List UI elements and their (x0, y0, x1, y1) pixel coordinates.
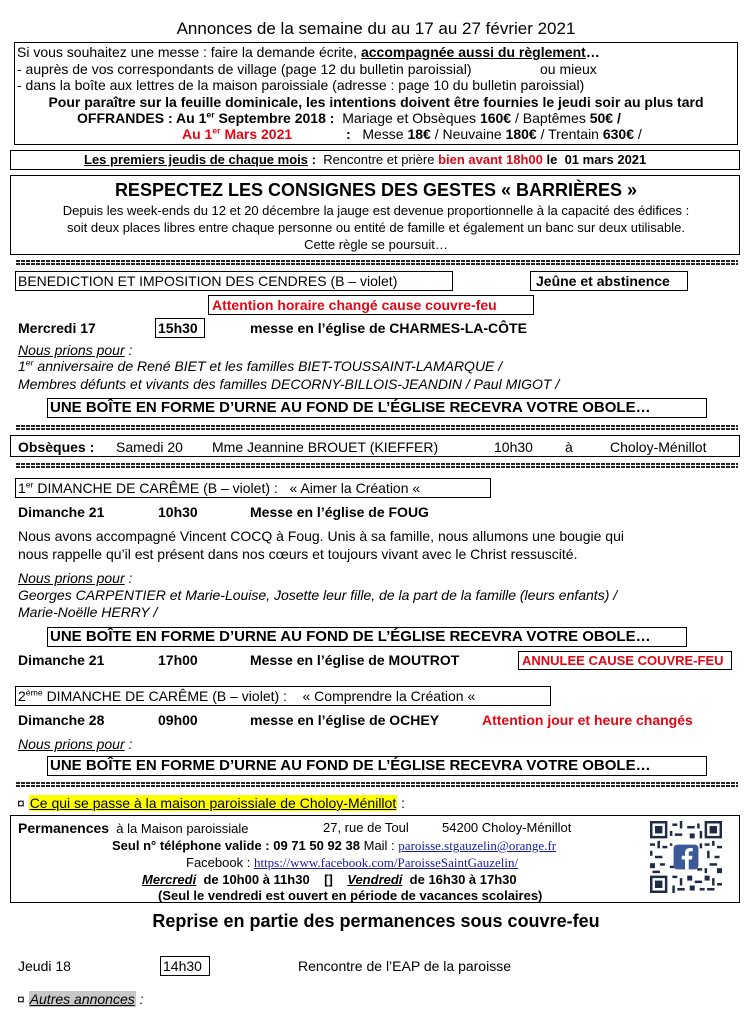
careme1-title (18, 480, 420, 496)
mail-link[interactable]: paroisse.stgauzelin@orange.fr (398, 838, 557, 853)
facebook-line (186, 855, 518, 871)
separator (16, 782, 738, 787)
request-line-1 (17, 44, 600, 60)
deadline-line: Pour paraître sur la feuille dominicale, les intentions doivent être fournies le jeudi soir au plus tard (48, 94, 704, 110)
price-neuvaine: 180€ (505, 126, 537, 142)
prions-colon: : (128, 342, 133, 358)
address: 27, rue de Toul (323, 820, 409, 835)
vacances-note: (Seul le vendredi est ouvert en période de vacances scolaires) (158, 888, 543, 903)
price-trentain-label: / Trentain (540, 126, 599, 142)
cendres-place: messe en l’église de CHARMES-LA-CÔTE (250, 320, 527, 336)
offrandes-mariage-price: 160€ (479, 110, 512, 126)
careme2-sup: ème (25, 687, 43, 698)
reprise-heading: Reprise en partie des permanences sous couvre-feu (152, 911, 600, 931)
facebook-link[interactable]: https://www.facebook.com/ParoisseSaintGauzelin/ (253, 855, 519, 870)
mercredi-label: Mercredi (142, 872, 197, 887)
prions-label (18, 342, 132, 358)
careme1-num: 1 (18, 480, 26, 496)
obseques-day: Samedi 20 (116, 439, 183, 455)
annulee-label: ANNULEE CAUSE COUVRE-FEU (522, 653, 724, 668)
jeudis-label: Les premiers jeudis de chaque mois (84, 152, 308, 167)
separator (16, 425, 738, 430)
obseques-place: Choloy-Ménillot (610, 439, 707, 455)
jeudis-line (84, 152, 646, 167)
offrandes-bapteme: / Baptêmes (515, 110, 586, 126)
vendredi-label: Vendredi (347, 872, 403, 887)
mercredi-hours: de 10h00 à 11h30 (203, 872, 310, 887)
jeudi-time: 14h30 (163, 958, 202, 974)
autres-heading (17, 991, 144, 1007)
careme2-text: DIMANCHE DE CARÊME (B – violet) : (46, 688, 287, 704)
cendres-day: Mercredi 17 (18, 320, 96, 336)
prions-text: Nous prions pour (18, 736, 125, 752)
consignes-line-3: Cette règle se poursuit… (304, 237, 448, 252)
page-title: Annonces de la semaine du au 17 au 27 février 2021 (176, 19, 576, 38)
request-text: Si vous souhaitez une messe : faire la demande écrite, (17, 44, 358, 60)
consignes-title: RESPECTEZ LES CONSIGNES DES GESTES « BARRIÈRES » (114, 180, 638, 200)
careme2-time: 09h00 (158, 712, 198, 728)
qr-code-icon (650, 821, 722, 893)
careme1-day: Dimanche 21 (18, 504, 105, 520)
hours-separator: [] (324, 872, 333, 887)
autres-colon: : (139, 991, 144, 1007)
separator (16, 260, 738, 265)
careme1-time: 10h30 (158, 504, 198, 520)
offrandes-bapteme-price: 50€ (589, 110, 614, 126)
permanences-text: à la Maison paroissiale (116, 821, 249, 836)
prions-label (18, 570, 132, 586)
jeudi-day: Jeudi 18 (18, 958, 71, 974)
offrandes-date: Septembre 2018 : (218, 110, 335, 126)
careme1-theme: « Aimer la Création « (289, 480, 421, 496)
jeudis-text: Rencontre et prière (323, 152, 435, 167)
jeune-label: Jeûne et abstinence (536, 273, 670, 289)
price-neuvaine-label: / Neuvaine (434, 126, 502, 142)
consignes-line-1: Depuis les week-ends du 12 et 20 décembre la jauge est devenue proportionnelle à la capacité des édifices : (62, 203, 690, 218)
moutrot-day: Dimanche 21 (18, 652, 105, 668)
int-sup: er (25, 357, 34, 368)
attention-horaire: Attention horaire changé cause couvre-feu (212, 297, 497, 313)
urne-notice: UNE BOÎTE EN FORME D’URNE AU FOND DE L’ÉGLISE RECEVRA VOTRE OBOLE… (50, 399, 651, 416)
careme1-sup: er (25, 479, 34, 490)
moutrot-time: 17h00 (158, 652, 198, 668)
jeudis-le: le (546, 152, 558, 167)
permanences-label: Permanences (18, 820, 110, 836)
request-line-2: - auprès de vos correspondants de village (page 12 du bulletin paroissial) (17, 61, 472, 77)
facebook-label: Facebook : (186, 855, 251, 870)
urne-notice: UNE BOÎTE EN FORME D’URNE AU FOND DE L’ÉGLISE RECEVRA VOTRE OBOLE… (50, 628, 651, 645)
maison-heading (17, 795, 405, 811)
phone: Seul n° téléphone valide : 09 71 50 92 38 (112, 838, 360, 853)
city: 54200 Choloy-Ménillot (442, 820, 572, 835)
request-payment: accompagnée aussi du règlement (360, 44, 586, 60)
intention-2: Marie-Noëlle HERRY / (18, 604, 158, 620)
urne-notice: UNE BOÎTE EN FORME D’URNE AU FOND DE L’ÉGLISE RECEVRA VOTRE OBOLE… (50, 757, 651, 774)
request-ellipsis: … (585, 44, 600, 60)
offrandes-sup: er (206, 109, 215, 120)
jeudis-colon: : (311, 152, 316, 167)
contact-line (112, 838, 556, 854)
jeudis-time: bien avant 18h00 (438, 152, 543, 167)
careme2-title (18, 688, 475, 704)
offrandes-mariage: Mariage et Obsèques (342, 110, 477, 126)
careme2-num: 2 (18, 688, 26, 704)
mail-label: Mail : (363, 838, 395, 853)
int-num: 1 (18, 358, 26, 374)
prions-text: Nous prions pour (18, 570, 125, 586)
mars-line (182, 126, 292, 142)
jeudi-text: Rencontre de l’EAP de la paroisse (298, 958, 511, 974)
careme1-place: Messe en l’église de FOUG (250, 504, 429, 520)
offrandes-slash: / (616, 110, 621, 126)
prions-text: Nous prions pour (18, 342, 125, 358)
jeudis-date: 01 mars 2021 (564, 152, 647, 167)
obseques-name: Mme Jeannine BROUET (KIEFFER) (212, 439, 439, 455)
consignes-line-2: soit deux places libres entre chaque personne ou entité de famille et également un banc sur deux utilisable. (67, 220, 685, 235)
obseques-time: 10h30 (494, 439, 533, 455)
mars-prices (346, 126, 642, 142)
price-messe-label: Messe (362, 126, 404, 142)
prions-colon: : (128, 736, 133, 752)
maison-title: Ce qui se passe à la maison paroissiale de Choloy-Ménillot (29, 795, 397, 811)
obseques-a: à (565, 439, 573, 455)
permanences-line (18, 820, 249, 836)
mars-sup: er (212, 125, 221, 136)
bullet: ¤ (17, 991, 25, 1007)
price-messe: 18€ (407, 126, 431, 142)
careme1-text: DIMANCHE DE CARÊME (B – violet) : (37, 480, 278, 496)
careme2-place: messe en l’église de OCHEY (250, 712, 440, 728)
prions-label (18, 736, 132, 752)
prions-colon: : (128, 570, 133, 586)
intention-1 (18, 358, 502, 374)
cendres-time: 15h30 (158, 320, 198, 336)
careme2-theme: « Comprendre la Création « (302, 688, 476, 704)
vendredi-hours: de 16h30 à 17h30 (409, 872, 517, 887)
careme2-attention: Attention jour et heure changés (482, 712, 693, 728)
price-trentain: 630€ (602, 126, 635, 142)
mars-colon: : (346, 126, 351, 142)
request-line-3: - dans la boîte aux lettres de la maison paroissiale (adresse : page 10 du bulletin paroissial) (17, 77, 585, 93)
hours-line (142, 872, 517, 887)
careme1-text-2: nous rappelle qu’il est présent dans nos cœurs et toujours vivant avec le Christ ressuscité. (18, 546, 578, 562)
int-text: anniversaire de René BIET et les familles BIET-TOUSSAINT-LAMARQUE / (37, 358, 503, 374)
separator (16, 463, 738, 468)
offrandes-line (77, 110, 621, 126)
cendres-title: BENEDICTION ET IMPOSITION DES CENDRES (B – violet) (18, 273, 398, 289)
price-slash: / (637, 126, 642, 142)
intention-1: Georges CARPENTIER et Marie-Louise, Josette leur fille, de la part de la famille (leurs enfants) / (18, 587, 618, 603)
mars-label: Au 1 (182, 126, 213, 142)
obseques-label: Obsèques : (18, 439, 95, 455)
moutrot-place: Messe en l’église de MOUTROT (250, 652, 460, 668)
autres-label: Autres annonces (29, 991, 135, 1007)
careme1-text-1: Nous avons accompagné Vincent COCQ à Foug. Unis à sa famille, nous allumons une bougie qui (18, 528, 624, 544)
maison-colon: : (401, 795, 405, 811)
intention-2: Membres défunts et vivants des familles DECORNY-BILLOIS-JEANDIN / Paul MIGOT / (18, 376, 560, 392)
request-or-better: ou mieux (540, 61, 597, 77)
careme2-day: Dimanche 28 (18, 712, 105, 728)
mars-date: Mars 2021 (224, 126, 293, 142)
offrandes-label: OFFRANDES : Au 1 (77, 110, 207, 126)
bullet: ¤ (17, 795, 25, 811)
